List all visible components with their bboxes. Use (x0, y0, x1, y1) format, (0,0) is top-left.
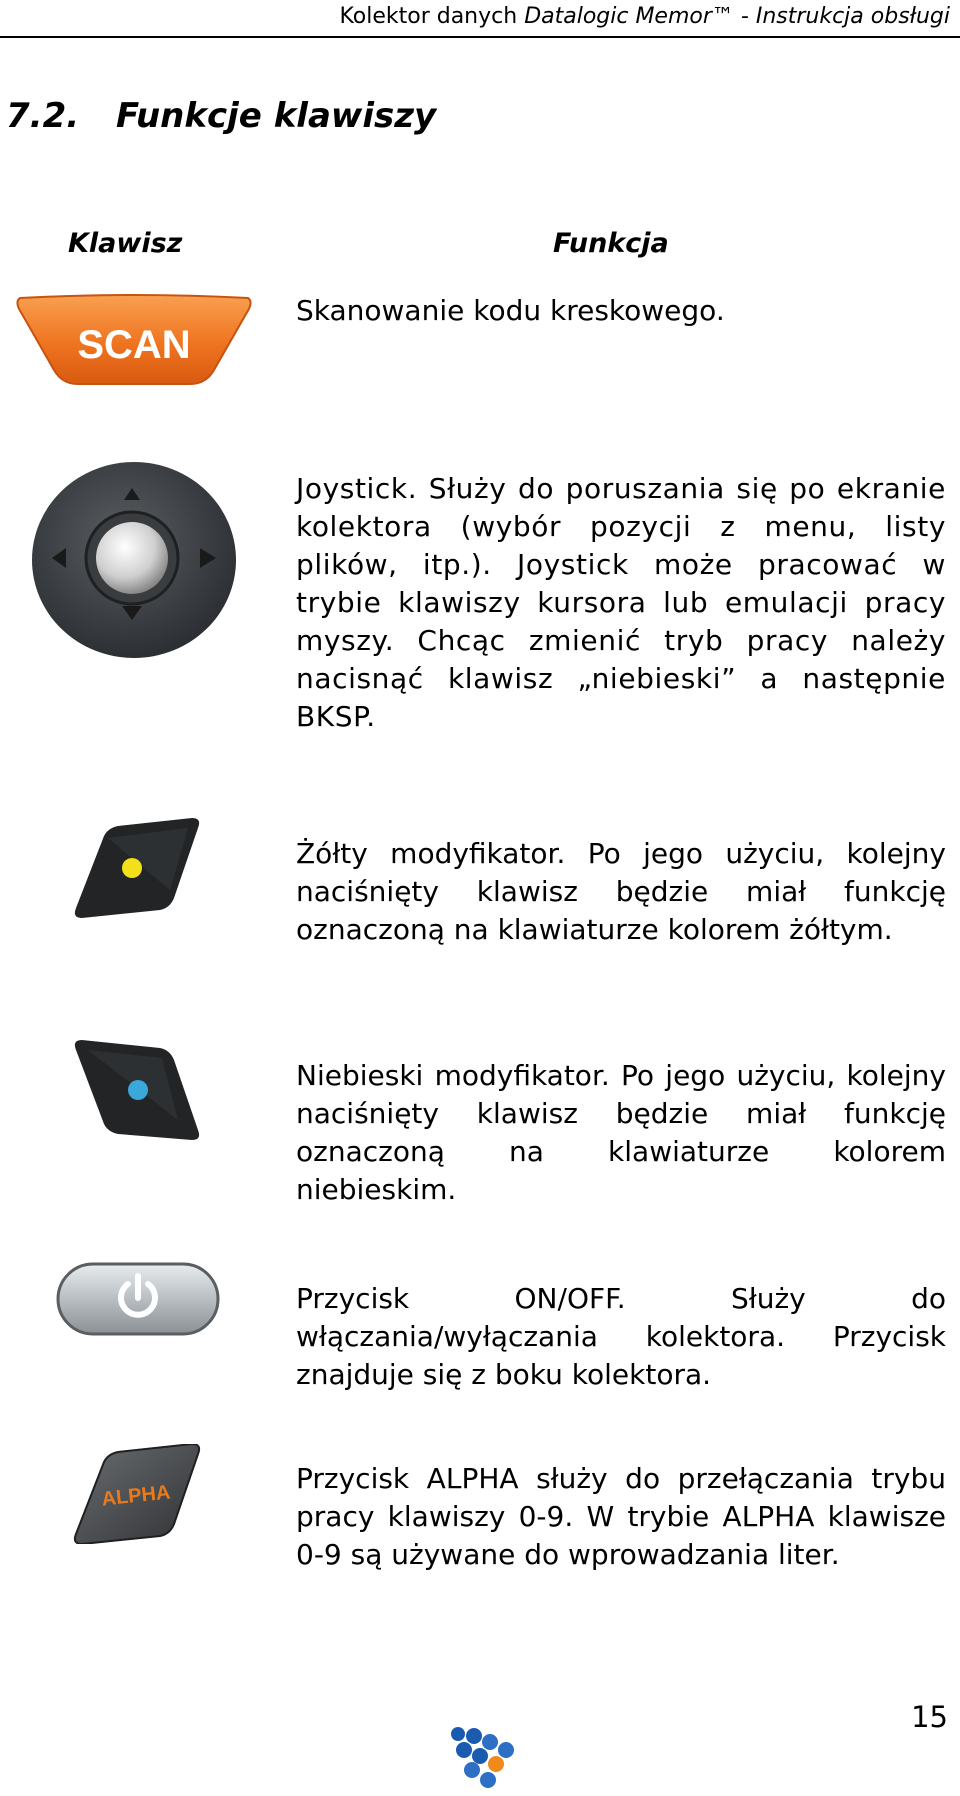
scan-key-description: Skanowanie kodu kreskowego. (296, 294, 725, 327)
header-text: Kolektor danych (339, 4, 525, 29)
alpha-key-icon (70, 1444, 204, 1544)
blue-modifier-description: Niebieski modyfikator. Po jego użyciu, kolejny naciśnięty klawisz będzie miał funkcję oznaczoną na klawiaturze kolorem niebieskim. (296, 1059, 946, 1206)
joystick-description: Joystick. Służy do poruszania się po ekranie kolektora (wybór pozycji z menu, listy plików, itp.). Joystick może pracować w trybie klawiszy kursora lub emulacji pracy myszy. Chcąc zmienić tryb pracy należy nacisnąć klawisz „niebieski” a następnie BKSP. (296, 472, 946, 733)
blue-modifier-key-icon (70, 1040, 204, 1142)
column-head-function: Funkcja (553, 228, 669, 259)
yellow-modifier-key-icon (70, 818, 204, 918)
alpha-key-description: Przycisk ALPHA służy do przełączania trybu pracy klawiszy 0-9. W trybie ALPHA klawisze 0-9 są używane do wprowadzania liter. (296, 1462, 946, 1571)
blue-dot-icon (128, 1080, 148, 1100)
power-key-icon (56, 1262, 220, 1336)
page-number: 15 (911, 1700, 948, 1734)
alpha-key-label: ALPHA (100, 1481, 172, 1511)
section-number: 7.2. (6, 96, 80, 136)
datalogic-logo-icon (448, 1726, 518, 1790)
page-header (0, 0, 960, 38)
scan-key-label: SCAN (77, 323, 191, 367)
column-head-key: Klawisz (68, 228, 183, 259)
header-title: Datalogic Memor™ - Instrukcja obsługi (524, 4, 950, 29)
scan-key-icon (14, 290, 254, 390)
section-title-text: Funkcje klawiszy (116, 96, 437, 136)
yellow-modifier-description: Żółty modyfikator. Po jego użyciu, kolejny naciśnięty klawisz będzie miał funkcję oznaczoną na klawiaturze kolorem żółtym. (296, 837, 946, 946)
section-title (6, 96, 436, 136)
yellow-dot-icon (122, 858, 142, 878)
joystick-icon (30, 458, 250, 668)
power-key-description: Przycisk ON/OFF. Służy do włączania/wyłączania kolektora. Przycisk znajduje się z boku kolektora. (296, 1282, 946, 1391)
